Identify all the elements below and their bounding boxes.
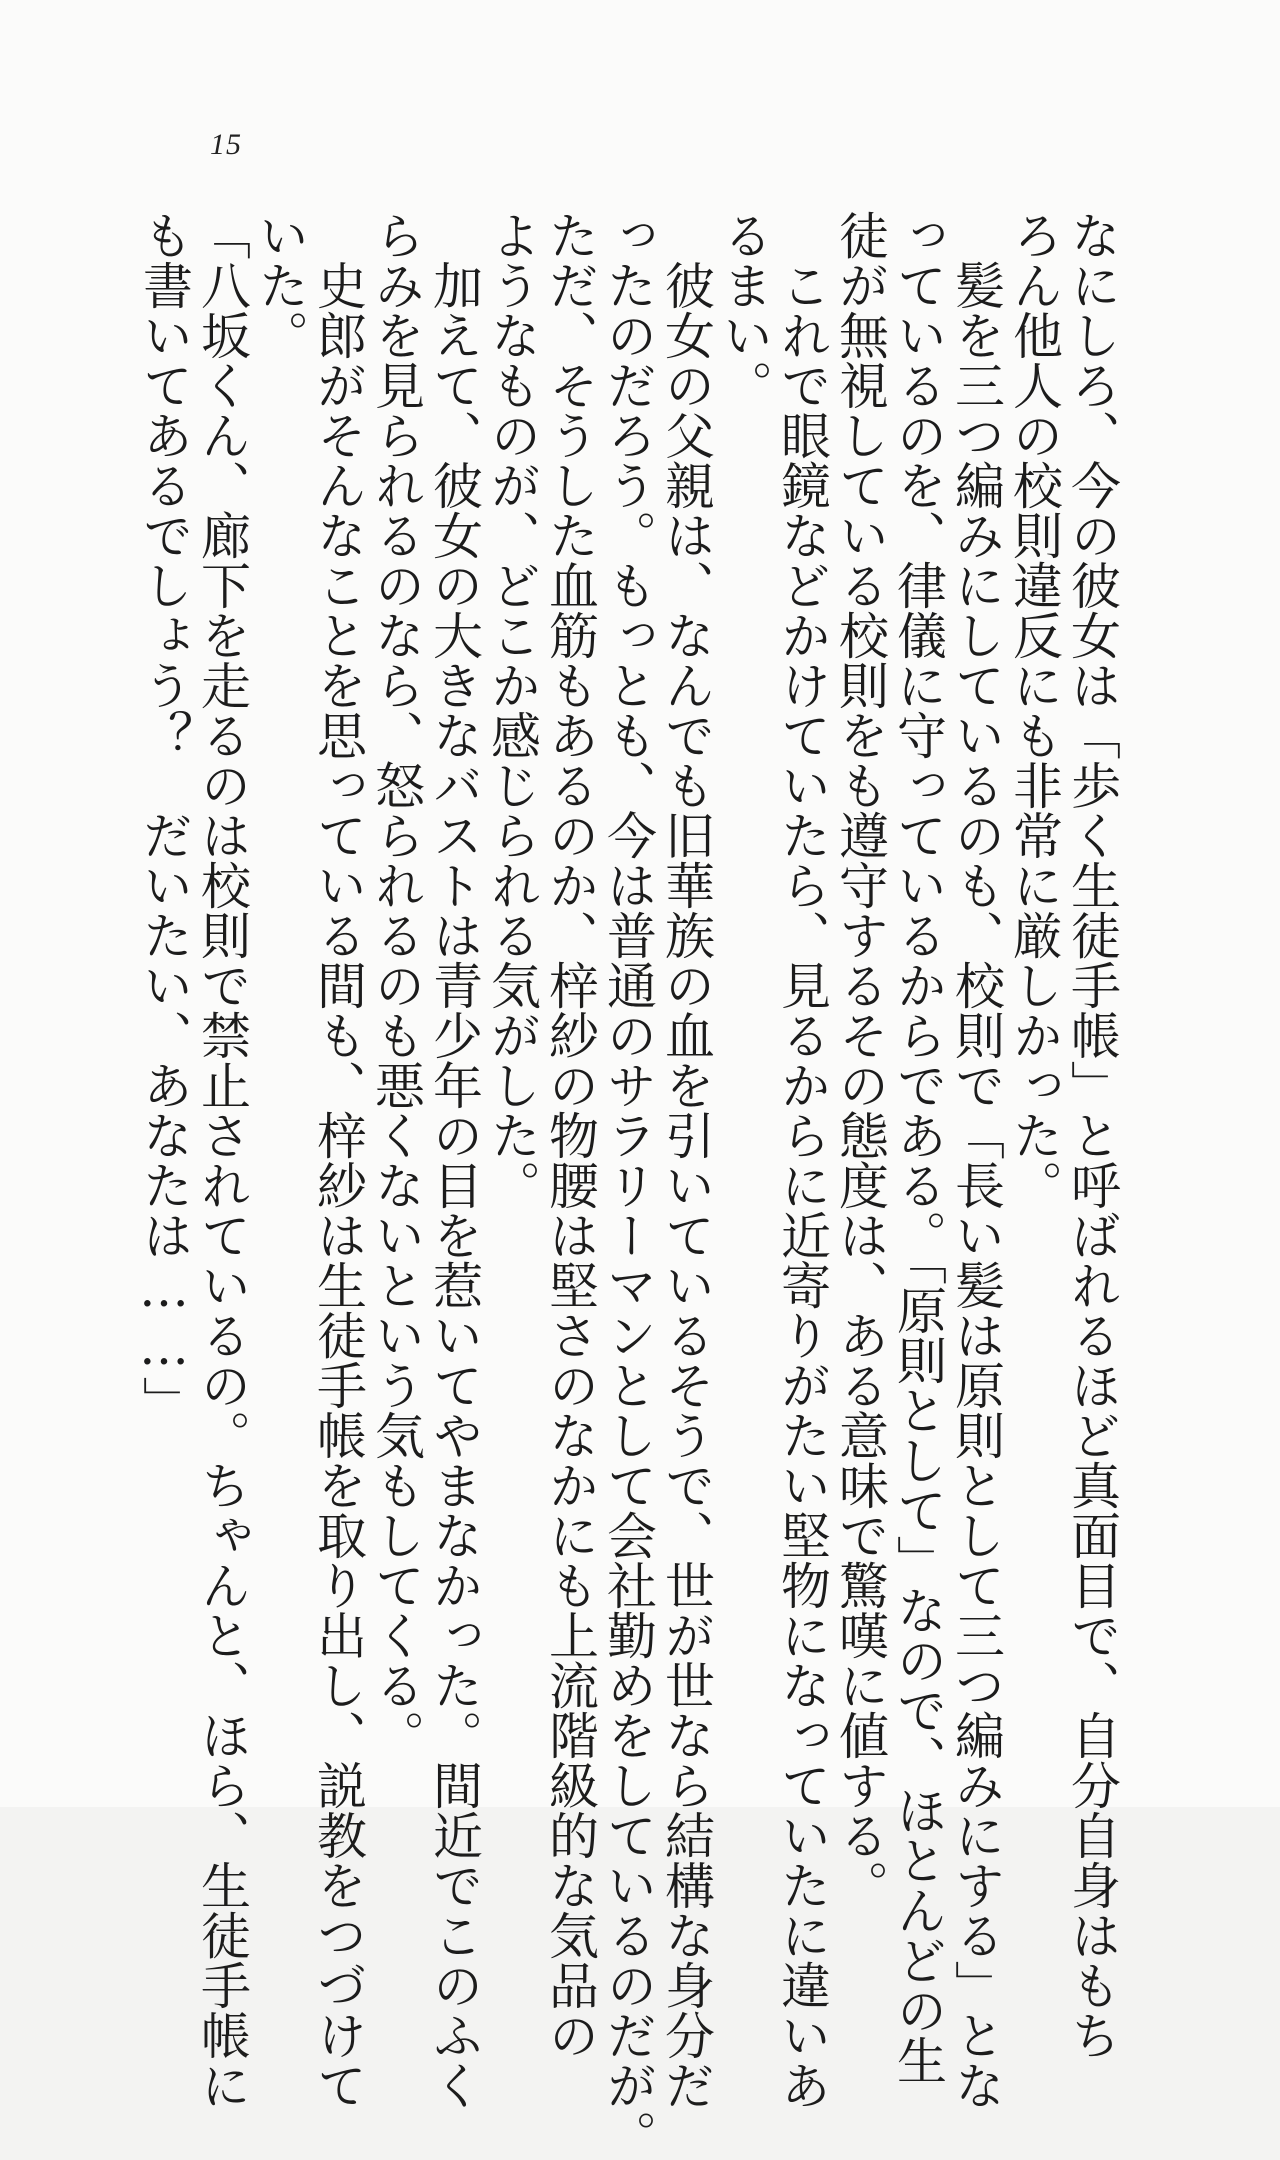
text-line: なにしろ、今の彼女は「歩く生徒手帳」と呼ばれるほど真面目で、自分自身はもち	[1063, 210, 1121, 2060]
page-number: 15	[210, 128, 242, 161]
text-line: いた。	[251, 210, 309, 360]
text-line: 髪を三つ編みにしているのも、校則で「長い髪は原則として三つ編みにする」とな	[947, 210, 1005, 2110]
text-line: 「八坂くん、廊下を走るのは校則で禁止されているの。ちゃんと、ほら、生徒手帳に	[193, 210, 251, 2110]
text-line: 彼女の父親は、なんでも旧華族の血を引いているそうで、世が世なら結構な身分だ	[657, 210, 715, 2110]
text-line: ったのだろう。もっとも、今は普通のサラリーマンとして会社勤めをしているのだが。	[599, 210, 657, 2160]
text-line: これで眼鏡などかけていたら、見るからに近寄りがたい堅物になっていたに違いあ	[773, 210, 831, 2110]
text-line: 加えて、彼女の大きなバストは青少年の目を惹いてやまなかった。間近でこのふく	[425, 210, 483, 2110]
text-line: ろん他人の校則違反にも非常に厳しかった。	[1005, 210, 1063, 1210]
vertical-text-body	[135, 210, 1121, 2160]
text-line: ただ、そうした血筋もあるのか、梓紗の物腰は堅さのなかにも上流階級的な気品の	[541, 210, 599, 2060]
text-line: っているのを、律儀に守っているからである。「原則として」なので、ほとんどの生	[889, 210, 947, 2085]
text-line: 徒が無視している校則をも遵守するその態度は、ある意味で驚嘆に値する。	[831, 210, 889, 1910]
text-line: ようなものが、どこか感じられる気がした。	[483, 210, 541, 1210]
text-line: も書いてあるでしょう？ だいたい、あなたは……」	[135, 210, 193, 1426]
text-line: 史郎がそんなことを思っている間も、梓紗は生徒手帳を取り出し、説教をつづけて	[309, 210, 367, 2110]
text-line: らみを見られるのなら、怒られるのも悪くないという気もしてくる。	[367, 210, 425, 1760]
text-line: るまい。	[715, 210, 773, 410]
